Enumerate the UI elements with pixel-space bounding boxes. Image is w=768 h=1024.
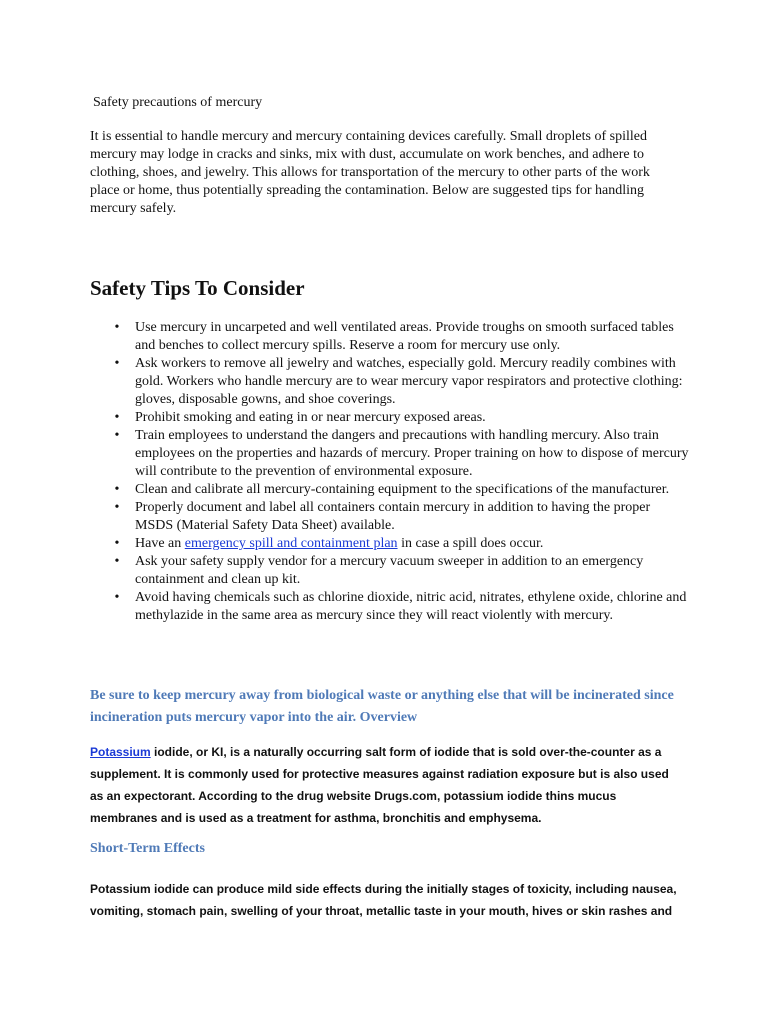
list-item	[90, 355, 690, 409]
tip-text: Properly document and label all containers contain mercury in addition to having the proper MSDS (Material Safety Data Sheet) available.	[135, 500, 651, 533]
short-term-effects-heading: Short-Term Effects	[90, 841, 205, 856]
list-item	[90, 319, 690, 355]
tip-text: Ask workers to remove all jewelry and watches, especially gold. Mercury readily combines with gold. Workers who handle mercury are to wear mercury vapor respirators and protective clothing: gloves, disposable gowns, and shoe coverings.	[135, 356, 683, 407]
intro-paragraph: It is essential to handle mercury and mercury containing devices carefully. Small droplets of spilled mercury may lodge in cracks and sinks, mix with dust, accumulate on work benches, and adhere to clothing, shoes, and jewelry. This allows for transportation of the mercury to other parts of the work place or home, thus potentially spreading the contamination. Below are suggested tips for handling mercury safely.	[90, 129, 650, 216]
tip-text: Clean and calibrate all mercury-containing equipment to the specifications of the manufacturer.	[135, 482, 670, 497]
emergency-plan-link[interactable]: emergency spill and containment plan	[184, 536, 398, 551]
list-item	[90, 553, 690, 589]
potassium-link[interactable]: Potassium	[90, 745, 151, 759]
tip-text: Prohibit smoking and eating in or near mercury exposed areas.	[135, 410, 486, 425]
tip-text: Train employees to understand the dangers and precautions with handling mercury. Also train employees on the properties and hazards of mercury. Proper training on how to dispose of mercury will contribute to the prevention of environmental exposure.	[135, 428, 689, 479]
bullet-icon: •	[114, 428, 120, 443]
tip-text: Ask your safety supply vendor for a mercury vacuum sweeper in addition to an emergency containment and clean up kit.	[135, 554, 644, 587]
list-item	[90, 481, 690, 499]
short-term-effects-paragraph: Potassium iodide can produce mild side effects during the initially stages of toxicity, including nausea, vomiting, stomach pain, swelling of your throat, metallic taste in your mouth, hives or skin rashes and	[90, 882, 677, 918]
bullet-icon: •	[114, 356, 120, 371]
bullet-icon: •	[114, 590, 120, 605]
list-item	[90, 535, 690, 553]
bullet-icon: •	[114, 554, 120, 569]
tip-text: Avoid having chemicals such as chlorine dioxide, nitric acid, nitrates, ethylene oxide, chlorine and methylazide in the same area as mercury since they will react violently with mercury.	[135, 590, 687, 623]
bullet-icon: •	[114, 482, 120, 497]
tip-suffix: in case a spill does occur.	[397, 536, 544, 551]
bullet-icon: •	[114, 320, 120, 335]
callout-heading: Be sure to keep mercury away from biological waste or anything else that will be incinerated since incineration puts mercury vapor into the air. Overview	[90, 688, 674, 725]
document-title: Safety precautions of mercury	[93, 95, 263, 110]
bullet-icon: •	[114, 500, 120, 515]
tip-text: Use mercury in uncarpeted and well ventilated areas. Provide troughs on smooth surfaced tables and benches to collect mercury spills. Reserve a room for mercury use only.	[135, 320, 674, 353]
list-item	[90, 499, 690, 535]
potassium-paragraph-text: iodide, or KI, is a naturally occurring salt form of iodide that is sold over-the-counter as a supplement. It is commonly used for protective measures against radiation exposure but is also used as an expectorant. According to the drug website Drugs.com, potassium iodide thins mucus membranes and is used as a treatment for asthma, bronchitis and emphysema.	[90, 745, 669, 825]
tip-prefix: Have an	[135, 536, 185, 551]
safety-tips-list	[90, 319, 690, 625]
potassium-paragraph	[90, 741, 680, 829]
section-title: Safety Tips To Consider	[90, 276, 305, 300]
list-item	[90, 589, 690, 625]
bullet-icon: •	[114, 410, 120, 425]
list-item	[90, 409, 690, 427]
bullet-icon: •	[114, 536, 120, 551]
list-item	[90, 427, 690, 481]
